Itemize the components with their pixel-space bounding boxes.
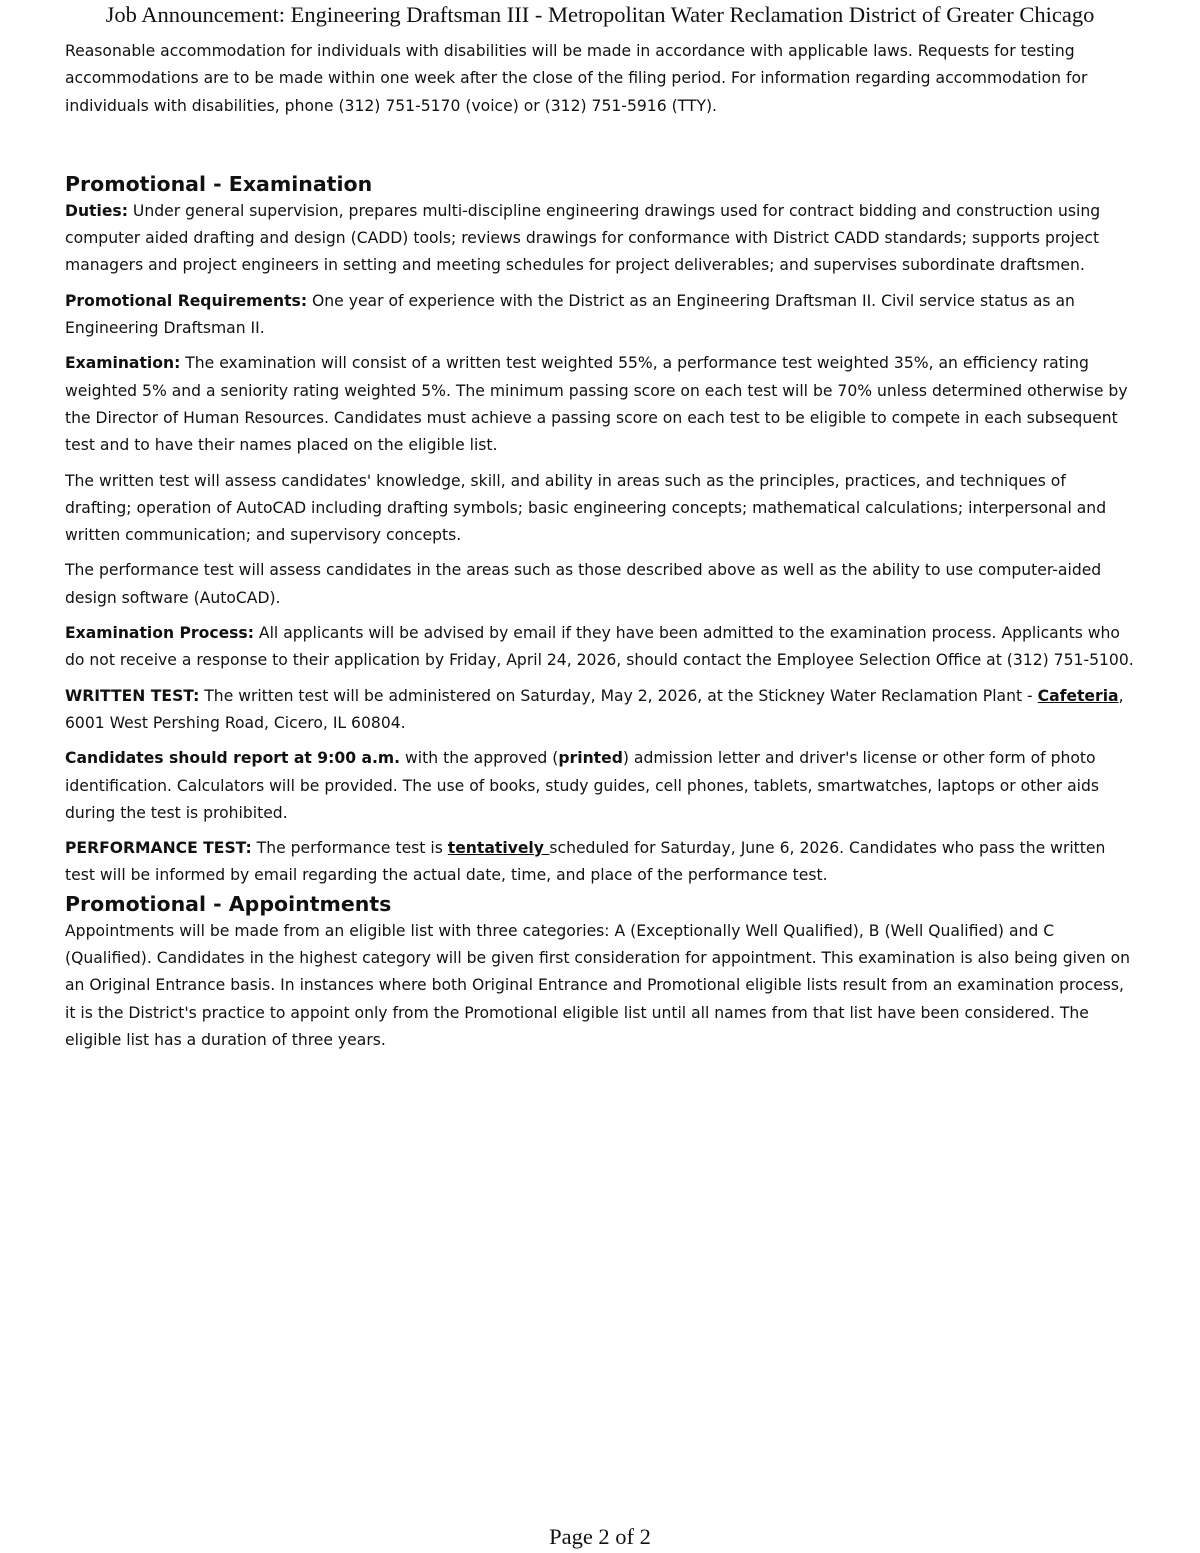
examination-text: The examination will consist of a written test weighted 55%, a performance test weighted 35%, an efficiency rating weighted 5% and a seniority rating weighted 5%. The minimum passing score on each test will be 70% unless determined otherwise by the Director of Human Resources. Candidates must achieve a passing score on each test to be eligible to compete in each subsequent test and to have their names placed on the eligible list. bbox=[65, 354, 1128, 455]
duties-paragraph bbox=[65, 198, 1137, 280]
document-body bbox=[65, 38, 1137, 1062]
accommodation-paragraph: Reasonable accommodation for individuals with disabilities will be made in accordance with applicable laws. Requests for testing accommodations are to be made within one week after the close of the filing period. For information regarding accommodation for individuals with disabilities, phone (312) 751-5170 (voice) or (312) 751-5916 (TTY). bbox=[65, 42, 1088, 115]
report-label: Candidates should report at 9:00 a.m. bbox=[65, 749, 401, 768]
requirements-paragraph bbox=[65, 288, 1137, 343]
written-test-text-1: The written test will be administered on Saturday, May 2, 2026, at the Stickney Water Reclamation Plant - bbox=[199, 686, 1038, 705]
requirements-text: One year of experience with the District as an Engineering Draftsman II. Civil service status as an Engineering Draftsman II. bbox=[65, 291, 1075, 338]
process-label: Examination Process: bbox=[65, 624, 254, 643]
written-test-text-2: , 6001 West Pershing Road, Cicero, IL 60804. bbox=[65, 686, 1124, 732]
written-assessment-paragraph: The written test will assess candidates' knowledge, skill, and ability in areas such as the principles, practices, and techniques of drafting; operation of AutoCAD including drafting symbols; basic engineering concepts; mathematical calculations; interpersonal and written communication; and supervisory concepts. bbox=[65, 471, 1107, 545]
examination-paragraph bbox=[65, 350, 1137, 459]
performance-test-paragraph bbox=[65, 835, 1137, 890]
examination-label: Examination: bbox=[65, 354, 181, 373]
report-text-1: with the approved ( bbox=[400, 749, 559, 768]
process-text: All applicants will be advised by email if they have been admitted to the examination process. Applicants who do not receive a response to their application by Friday, April 24, 2026, should contact the Employee Selection Office at (312) 751-5100. bbox=[65, 624, 1134, 670]
examination-heading: Promotional - Examination bbox=[65, 171, 373, 196]
written-test-paragraph bbox=[65, 683, 1137, 738]
duties-label: Duties: bbox=[65, 201, 128, 220]
performance-test-tentative: tentatively bbox=[447, 839, 550, 858]
written-test-location: Cafeteria bbox=[1037, 686, 1119, 705]
appointments-paragraph: Appointments will be made from an eligible list with three categories: A (Exceptionally Well Qualified), B (Well Qualified) and C (Qualified). Candidates in the highest category will be given first consideration for appointment. This examination is also being given on an Original Entrance basis. In instances where both Original Entrance and Promotional eligible lists result from an examination process, it is the District's practice to appoint only from the Promotional eligible list until all names from that list have been considered. The eligible list has a duration of three years. bbox=[65, 921, 1131, 1049]
requirements-label: Promotional Requirements: bbox=[65, 291, 308, 310]
page-number: Page 2 of 2 bbox=[549, 1524, 651, 1549]
performance-test-label: PERFORMANCE TEST: bbox=[65, 839, 252, 858]
report-printed: printed bbox=[558, 749, 623, 768]
duties-text: Under general supervision, prepares multi-discipline engineering drawings used for contract bidding and construction using computer aided drafting and design (CADD) tools; reviews drawings for conformance with District CADD standards; supports project managers and project engineers in setting and meeting schedules for project deliverables; and supervises subordinate draftsmen. bbox=[65, 201, 1101, 275]
page-header: Job Announcement: Engineering Draftsman III - Metropolitan Water Reclamation District of Greater Chicago bbox=[105, 2, 1095, 27]
performance-test-text-2: scheduled for Saturday, June 6, 2026. Candidates who pass the written test will be informed by email regarding the actual date, time, and place of the performance test. bbox=[65, 839, 1106, 885]
performance-test-text-1: The performance test is bbox=[251, 839, 448, 858]
appointments-heading: Promotional - Appointments bbox=[65, 891, 392, 916]
report-paragraph bbox=[65, 745, 1137, 827]
process-paragraph bbox=[65, 620, 1137, 675]
report-text-2: ) admission letter and driver's license or other form of photo identification. Calculators will be provided. The use of books, study guides, cell phones, tablets, smartwatches, laptops or other aids during the test is prohibited. bbox=[65, 749, 1100, 822]
written-test-label: WRITTEN TEST: bbox=[65, 686, 200, 705]
performance-assessment-paragraph: The performance test will assess candidates in the areas such as those described above as well as the ability to use computer-aided design software (AutoCAD). bbox=[65, 561, 1102, 607]
